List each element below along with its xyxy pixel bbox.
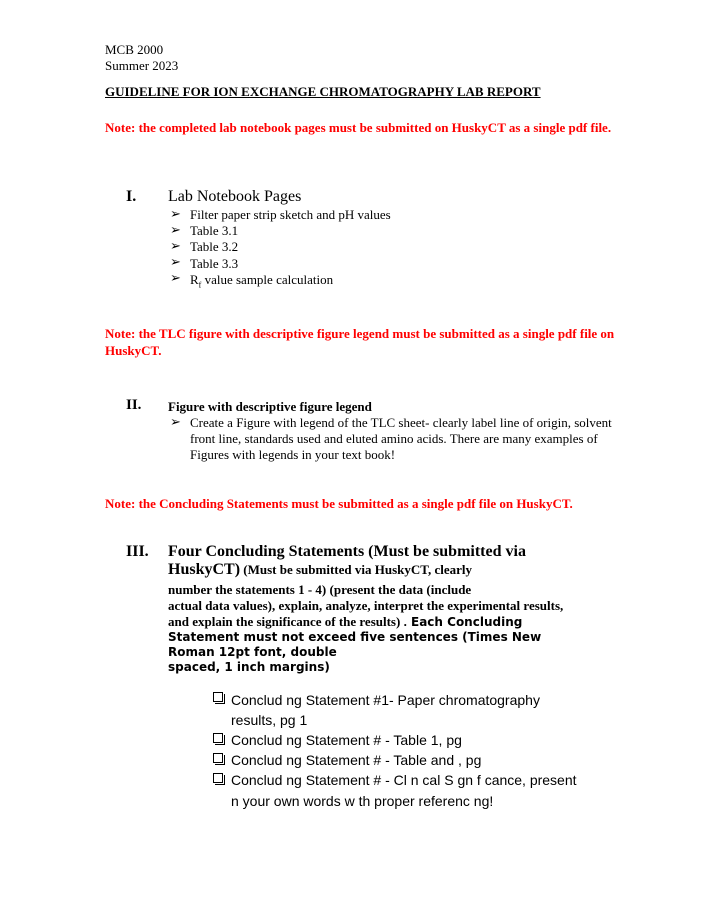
section-3-body: actual data values), explain, analyze, interpret the experimental results,: [168, 598, 564, 613]
checkbox-icon: [213, 692, 223, 702]
checklist-item: Conclud ng Statement # - Table and , pg: [231, 752, 482, 768]
section-2-item: Create a Figure with legend of the TLC sheet- clearly label line of origin, solvent front line, standards used and eluted amino acids. There are many examples of Figures with legends in your text book!: [190, 415, 612, 462]
section-3-title: Four Concluding Statements (Must be submitted via: [168, 543, 526, 560]
note-tlc-figure: Note: the TLC figure with descriptive figure legend must be submitted as a single pdf file on HuskyCT.: [105, 326, 615, 358]
course-term: Summer 2023: [105, 58, 179, 73]
section-1-item: Table 3.3: [190, 256, 239, 271]
checklist-item-continued: n your own words w th proper referenc ng!: [231, 793, 494, 809]
checkbox-icon: [213, 733, 223, 743]
section-3-body: spaced, 1 inch margins): [168, 660, 330, 674]
section-3-body: Roman 12pt font, double: [168, 645, 337, 659]
arrow-bullet-icon: ➢: [170, 238, 181, 253]
section-3-number: III.: [126, 543, 149, 560]
section-1-item: Filter paper strip sketch and pH values: [190, 207, 391, 222]
section-3-body: Statement must not exceed five sentences (Times New: [168, 630, 542, 644]
arrow-bullet-icon: ➢: [170, 414, 181, 429]
checklist-item-continued: results, pg 1: [231, 712, 308, 728]
note-notebook: Note: the completed lab notebook pages must be submitted on HuskyCT as a single pdf file.: [105, 120, 612, 135]
section-1-item-rf: $R_f$ value sample calculation: [190, 272, 334, 290]
section-3-body: and explain the significance of the results) . Each Concluding: [168, 614, 523, 629]
checklist-item: Conclud ng Statement #1- Paper chromatography: [231, 692, 540, 708]
section-2-number: II.: [126, 397, 142, 413]
section-1-number: I.: [126, 188, 137, 205]
section-1-item: Table 3.2: [190, 239, 239, 254]
section-3-title-line2: HuskyCT) (Must be submitted via HuskyCT, clearly: [168, 561, 472, 578]
course-code: MCB 2000: [105, 42, 164, 57]
arrow-bullet-icon: ➢: [170, 222, 181, 237]
checkbox-icon: [213, 773, 223, 783]
checklist-item: Conclud ng Statement # - Table 1, pg: [231, 732, 462, 748]
arrow-bullet-icon: ➢: [170, 254, 181, 269]
section-2-title: Figure with descriptive figure legend: [168, 399, 372, 414]
section-1-title: Lab Notebook Pages: [168, 188, 302, 205]
section-1-item: Table 3.1: [190, 223, 239, 238]
checklist-item: Conclud ng Statement # - Cl n cal S gn f cance, present: [231, 772, 577, 788]
section-3-body: number the statements 1 - 4) (present the data (include: [168, 582, 472, 597]
checkbox-icon: [213, 753, 223, 763]
arrow-bullet-icon: ➢: [170, 206, 181, 221]
page-title: GUIDELINE FOR ION EXCHANGE CHROMATOGRAPHY LAB REPORT: [105, 84, 541, 99]
note-concluding: Note: the Concluding Statements must be submitted as a single pdf file on HuskyCT.: [105, 496, 573, 511]
arrow-bullet-icon: ➢: [170, 270, 181, 285]
